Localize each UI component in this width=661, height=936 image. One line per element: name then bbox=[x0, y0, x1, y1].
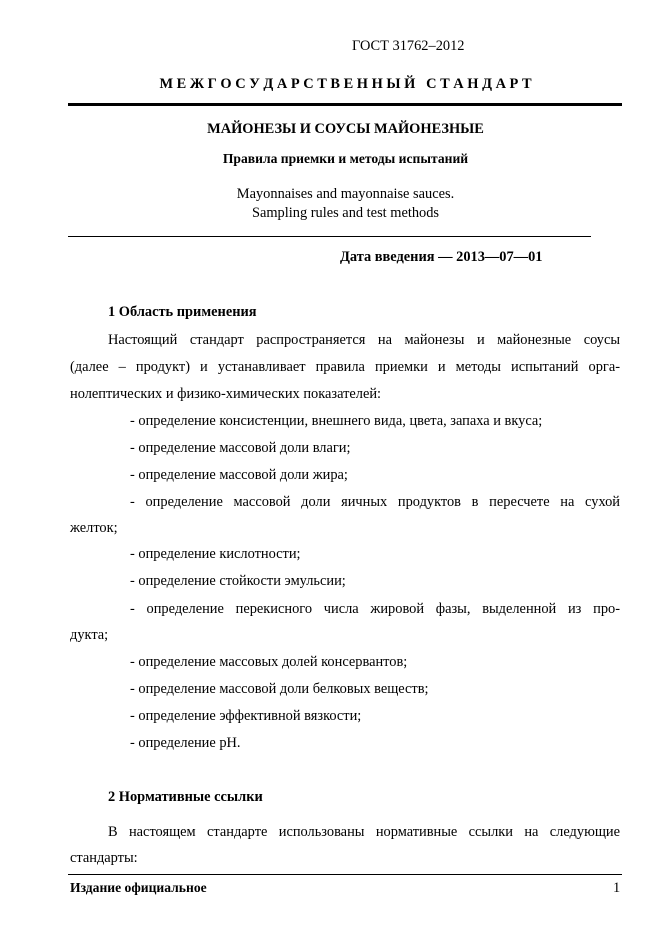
document-subtitle: Правила приемки и методы испытаний bbox=[222, 151, 469, 166]
list-item: - определение стойкости эмульсии; bbox=[130, 573, 346, 589]
standard-category: М Е Ж Г О С У Д А Р С Т В Е Н Н Ы Й С Т А Н Д А Р Т bbox=[159, 76, 532, 92]
header-rule bbox=[68, 103, 622, 106]
english-title-line-2: Sampling rules and test methods bbox=[251, 205, 440, 221]
section-1-paragraph-line-2: (далее – продукт) и устанавливает правила приемки и методы испытаний орга- bbox=[70, 359, 620, 375]
section-1-paragraph-line-3: нолептических и физико-химических показателей: bbox=[70, 386, 382, 402]
section-1-heading: 1 Область применения bbox=[108, 304, 257, 320]
list-item: - определение массовой доли жира; bbox=[130, 467, 348, 483]
list-item-continuation: желток; bbox=[70, 520, 118, 536]
section-2-paragraph-line-1: В настоящем стандарте использованы нормативные ссылки на следующие bbox=[108, 824, 620, 840]
document-number: ГОСТ 31762–2012 bbox=[352, 38, 465, 54]
list-item: - определение массовой доли яичных продуктов в пересчете на сухой bbox=[130, 494, 620, 510]
list-item: - определение консистенции, внешнего вида, цвета, запаха и вкуса; bbox=[130, 413, 543, 429]
document-title: МАЙОНЕЗЫ И СОУСЫ МАЙОНЕЗНЫЕ bbox=[207, 121, 484, 137]
section-1-paragraph-line-1: Настоящий стандарт распространяется на майонезы и майонезные соусы bbox=[108, 332, 620, 348]
list-item-continuation: дукта; bbox=[70, 627, 109, 643]
english-title-line-1: Mayonnaises and mayonnaise sauces. bbox=[236, 186, 455, 202]
title-rule bbox=[68, 236, 591, 237]
official-edition-label: Издание официальное bbox=[70, 880, 207, 895]
list-item: - определение массовой доли белковых веществ; bbox=[130, 681, 429, 697]
section-2-paragraph-line-2: стандарты: bbox=[70, 850, 138, 866]
page-number: 1 bbox=[613, 880, 621, 896]
list-item: - определение кислотности; bbox=[130, 546, 301, 562]
list-item: - определение эффективной вязкости; bbox=[130, 708, 362, 724]
list-item: - определение массовых долей консервантов; bbox=[130, 654, 408, 670]
list-item: - определение массовой доли влаги; bbox=[130, 440, 351, 456]
list-item: - определение pH. bbox=[130, 735, 241, 751]
footer-rule bbox=[68, 874, 622, 875]
section-2-heading: 2 Нормативные ссылки bbox=[108, 789, 263, 805]
introduction-date: Дата введения — 2013—07—01 bbox=[340, 249, 543, 265]
list-item: - определение перекисного числа жировой фазы, выделенной из про- bbox=[130, 601, 620, 617]
